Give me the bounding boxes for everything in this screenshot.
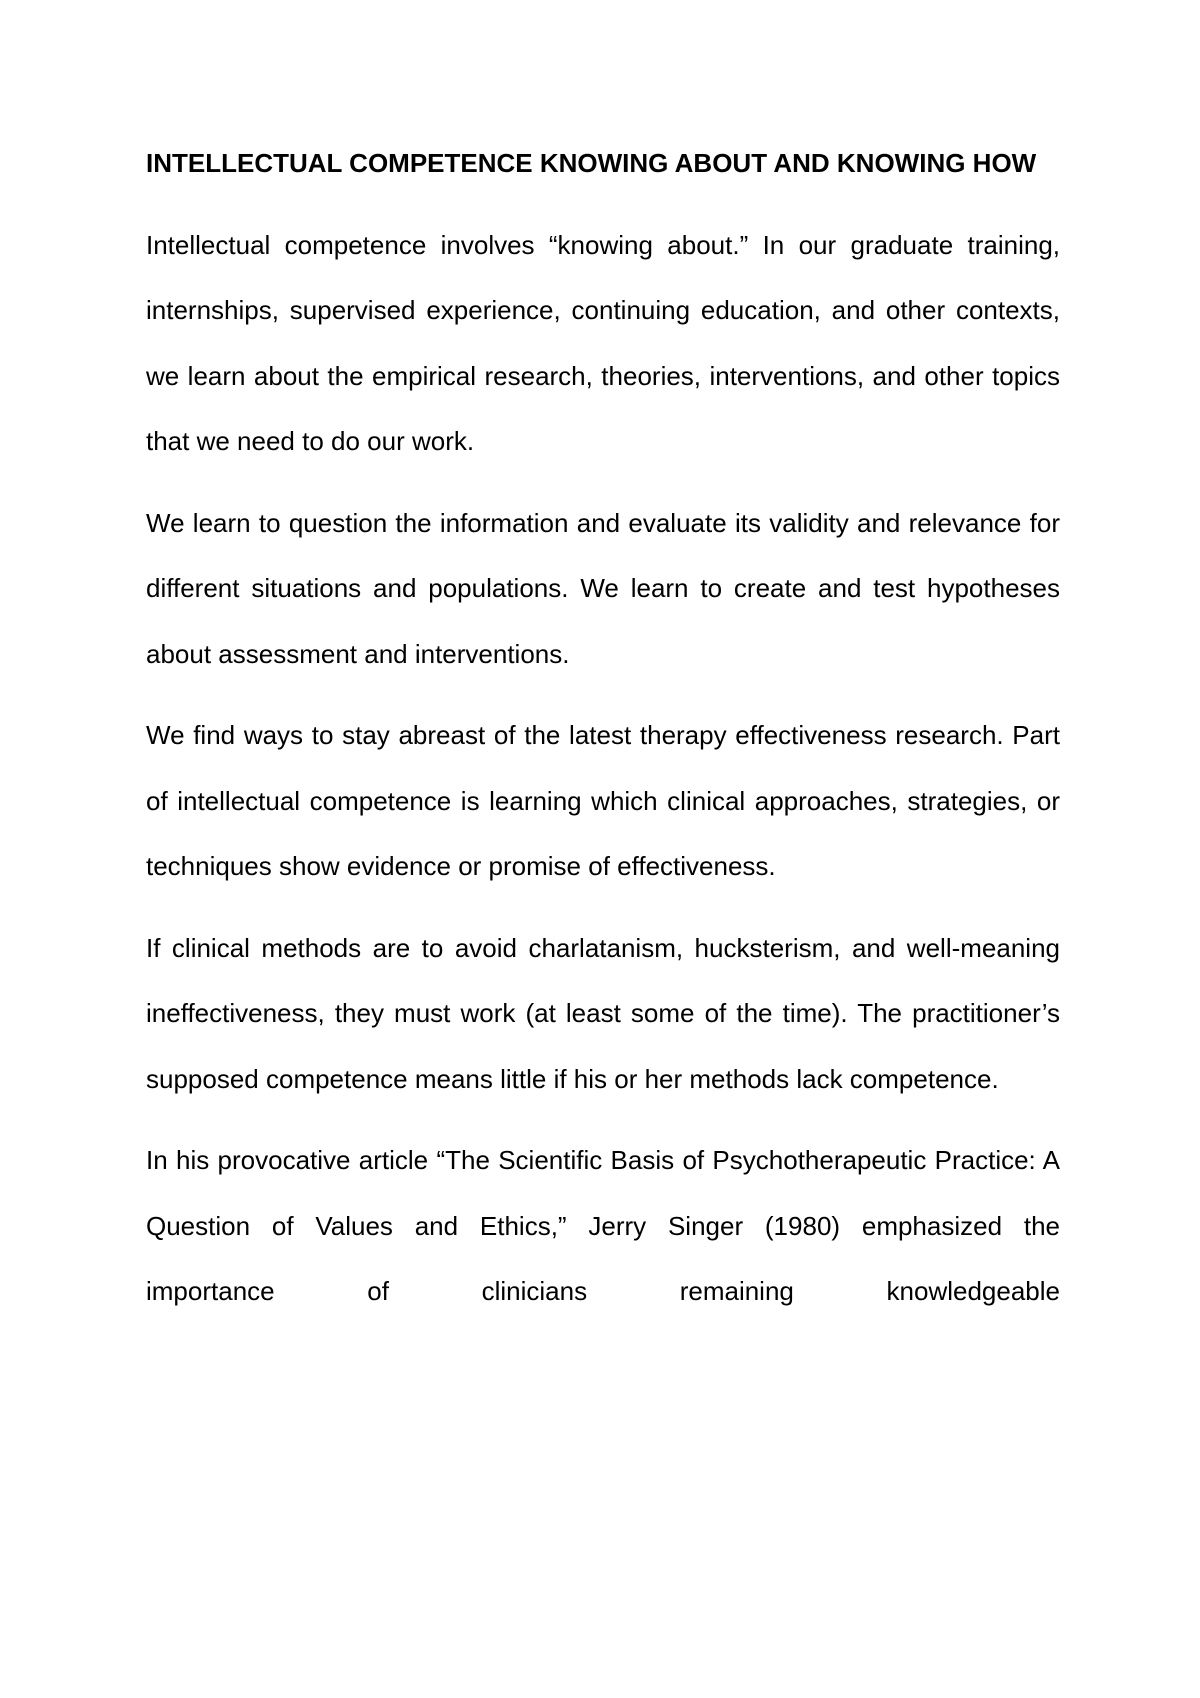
paragraph-question-information: We learn to question the information and evaluate its validity and relevance for different situations and populations. We learn to create and test hypotheses about assessment and interventions.	[146, 507, 1060, 669]
paragraph-clinical-methods: If clinical methods are to avoid charlatanism, hucksterism, and well-meaning ineffectiveness, they must work (at least some of the time). The practitioner’s supposed competence means little if his or her methods lack competence.	[146, 932, 1060, 1094]
paragraph-stay-abreast: We find ways to stay abreast of the latest therapy effectiveness research. Part of intellectual competence is learning which clinical approaches, strategies, or techniques show evidence or promise of effectiveness.	[146, 720, 1060, 881]
document-title: INTELLECTUAL COMPETENCE KNOWING ABOUT AND KNOWING HOW	[146, 148, 1037, 178]
paragraph-knowing-about: Intellectual competence involves “knowing about.” In our graduate training, internships, supervised experience, continuing education, and other contexts, we learn about the empirical research, theories, interventions, and other topics that we need to do our work.	[146, 229, 1060, 456]
document-body	[146, 131, 1060, 1341]
paragraph-singer-article: In his provocative article “The Scientific Basis of Psychotherapeutic Practice: A Question of Values and Ethics,” Jerry Singer (1980) emphasized the importance of clinicians remaining knowledgeable	[146, 1145, 1060, 1306]
